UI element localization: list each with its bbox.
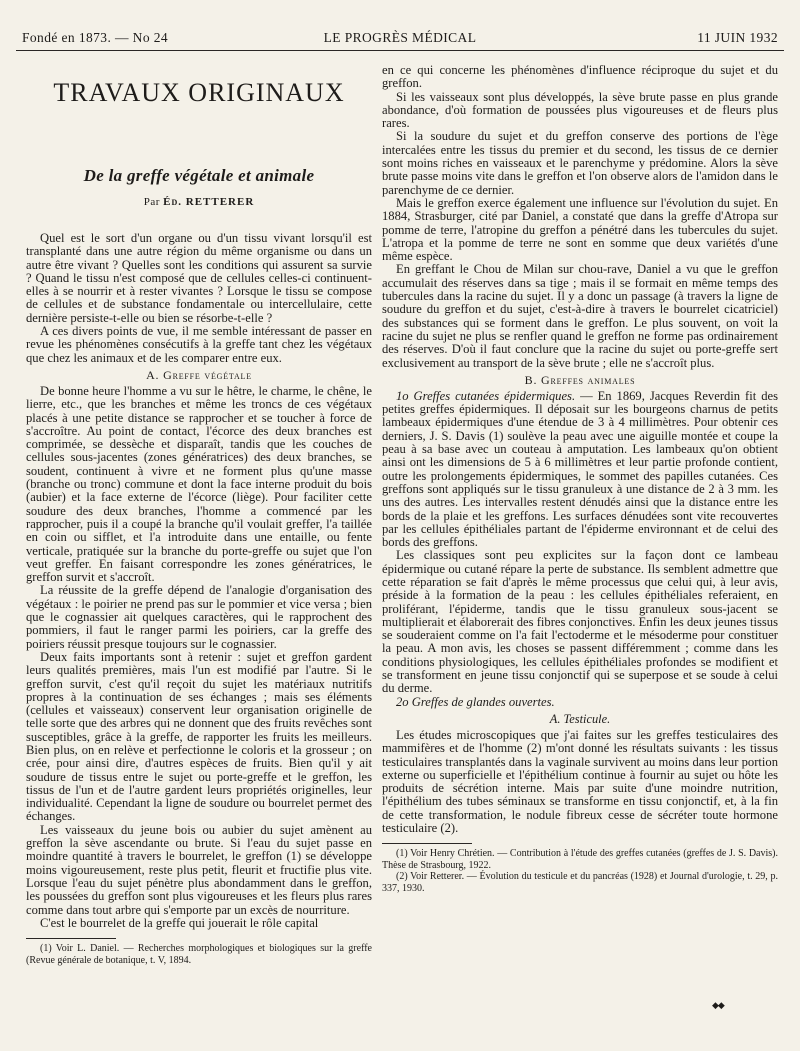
paragraph-lead: 1o Greffes cutanées épidermiques. bbox=[396, 388, 576, 403]
paragraph: Quel est le sort d'un organe ou d'un tissu vivant lorsqu'il est transplanté dans une autre région du même organisme ou dans un autre être vivant ? Quelles sont les conditions qui assurent sa survie ? Quand le tissu n'est composé que de cellules celles-ci continuent-elles à se nourrir et à rester vivantes ? Lorsque le tissu se compose de cellules et de substance fondamentale ou intercellulaire, cette dernière persiste-t-elle ou bien se résorbe-t-elle ? bbox=[26, 231, 372, 325]
glands-heading: 2o Greffes de glandes ouvertes. bbox=[396, 694, 555, 709]
paragraph: en ce qui concerne les phénomènes d'influence réciproque du sujet et du greffon. bbox=[382, 63, 778, 91]
footnote-rule bbox=[382, 843, 472, 844]
paragraph: Les études microscopiques que j'ai faites sur les greffes testiculaires des mammifères et de l'homme (2) m'ont donné les résultats suivants : les tissus testiculaires transplantés dans la vaginale survivent au moins dans leur portion externe ou superficielle et l'épithélium continue à fournir au sujet ou hôte les produits de sécrétion interne. Mais par suite d'une moindre nutrition, l'épithélium des tubes séminaux se transforme en tissu conjonctif, et, à la fin de cette transformation, le nodule fibreux cesse de sécréter toute hormone testiculaire (2). bbox=[382, 727, 778, 836]
subheading-testicule: A. Testicule. bbox=[549, 711, 611, 726]
subheading-glandes bbox=[382, 696, 778, 709]
paragraph: C'est le bourrelet de la greffe qui jouerait le rôle capital bbox=[40, 915, 319, 930]
paragraph: Si la soudure du sujet et du greffon conserve des portions de l'ège intercalées entre les tissus du premier et du second, les tissus de ce dernier sont moins riches en vaisseaux et le parenchyme y prédomine. Alors la sève brute passe moins vite dans le greffon et l'on observe alors de l'amidon dans le parenchyme de ce dernier. bbox=[382, 129, 778, 197]
paragraph: Deux faits importants sont à retenir : sujet et greffon gardent leurs qualités premières, mais l'un est modifié par l'autre. Si le greffon survit, c'est qu'il reçoit du sujet les matériaux nutritifs propres à la continuation de ses échanges ; mais ses éléments (cellules et vaisseaux) conservent leur organisation originelle de telle sorte que des arbres qui ne donnent que des fruits revêches sont susceptibles, grâce à la greffe, de rapporter les fruits les meilleurs. Bien plus, on en relève et perfectionne le coloris et la grosseur ; on crée, pour ainsi dire, d'autres espèces de fruits. Bien qu'il y ait soudure de tissus entre le sujet ou porte-greffe et le greffon, les tissus de l'un et de l'autre gardent leurs propriétés originelles, leur individualité. Cependant la ligne de soudure ou bourrelet permet des échanges. bbox=[26, 649, 372, 824]
footnote-rule bbox=[26, 938, 116, 939]
header-rule bbox=[16, 50, 784, 51]
subheading-greffe-vegetale: A. Greffe végétale bbox=[146, 367, 252, 382]
header-founded: Fondé en 1873. — No 24 bbox=[22, 30, 169, 45]
issue-date: 11 JUIN 1932 bbox=[697, 30, 778, 45]
author-prefix: Par bbox=[143, 196, 160, 208]
footnote: (2) Voir Retterer. — Évolution du testicule et du pancréas (1928) et Journal d'urologie, t. 29, p. 337, 1930. bbox=[382, 871, 778, 894]
paragraph: A ces divers points de vue, il me semble intéressant de passer en revue les phénomènes consécutifs à la greffe tant chez les végétaux que chez les animaux et de les comparer entre eux. bbox=[26, 324, 372, 365]
left-column bbox=[26, 60, 372, 966]
journal-name: LE PROGRÈS MÉDICAL bbox=[323, 30, 477, 45]
paragraph: Les vaisseaux du jeune bois ou aubier du sujet amènent au greffon la sève ascendante ou brute. Si l'eau du sujet passe en moindre quantité à travers le bourrelet, le greffon (1) se développe moins vigoureusement, reste plus petit, fleurit et fructifie plus vite. Lorsque l'eau du sujet pénètre plus abondamment dans le greffon, les poussées du greffon sont plus vigoureuses et les fleurs plus rares comme dans tout arbre qui s'emporte par un excès de nourriture. bbox=[26, 822, 372, 917]
paragraph: Les classiques sont peu explicites sur la façon dont ce lambeau épidermique ou cutané répare la perte de substance. Ils semblent admettre que cette réparation se fait d'après le même processus que celui qui, à leur avis, préside à la formation de la peau : les cellules épithéliales referaient, en proliférant, l'épiderme, tandis que le tissu granuleux sous-jacent se multiplierait et élaborerait des fibres conjonctives. Enfin les deux jeunes tissus se souderaient comme on l'a fait l'ectoderme et le mésoderme pour constituer la peau. A mon avis, les choses se passent différemment ; comme dans les conditions physiologiques, les cellules épithéliales profondes se modifient et se transforment en jeune tissu conjonctif qui se superpose et se soude à celui du derme. bbox=[382, 548, 778, 696]
paragraph: Si les vaisseaux sont plus développés, la sève brute passe en plus grande abondance, d'où formation de poussées plus vigoureuses et de fleurs plus rares. bbox=[382, 89, 778, 131]
running-header bbox=[22, 30, 778, 50]
footnote: (1) Voir L. Daniel. — Recherches morphologiques et biologiques sur la greffe (Revue générale de botanique, t. V, 1894. bbox=[26, 943, 372, 966]
article-title: De la greffe végétale et animale bbox=[83, 166, 315, 185]
byline bbox=[26, 196, 372, 208]
paragraph-text: — En 1869, Jacques Reverdin fit des petites greffes épidermiques. Il déposait sur les bourgeons charnus de petits lambeaux épidermiques d'une étendue de 3 à 4 millimètres. Pour obtenir ces derniers, J. S. Davis (1) soulève la peau avec une aiguille montée et coupe la peau à sa base avec un couteau à amputation. Les lambeaux qu'on obtient ainsi ont les dimensions de 5 à 6 millimètres et leur partie profonde contient, outre les prolongements épidermiques, le sommet des papilles cutanées. Ces greffons sont appliqués sur le tissu granuleux à une distance de 2 à 3 mm. les uns des autres. Les intervalles restent dénudés ainsi que la distance entre les bords de la plaie et les greffons. Les surfaces dénudées sont vite recouvertes par les cellules épithéliales partant de l'épiderme environnant et de celui des bords des greffons. bbox=[382, 388, 778, 550]
paragraph: La réussite de la greffe dépend de l'analogie d'organisation des végétaux : le poirier ne prend pas sur le pommier et vice versa ; bien que le cognassier ait quelques caractères, qui le rapprochent des pommiers, il faut le ranger parmi les poiriers, car la greffe des poiriers réussit presque toujours sur le cognassier. bbox=[26, 583, 372, 651]
paragraph: De bonne heure l'homme a vu sur le hêtre, le charme, le chêne, le lierre, etc., que les branches et même les troncs de ces végétaux placés à une petite distance se rapprocher et se toucher à force de s'accroître. Au point de contact, l'écorce des deux branches est comprimée, se dessèche et disparaît, tandis que les couches de cellules sous-jacentes (zones génératrices) des deux branches, se soudent, continuent à vivre et ne forment plus qu'une masse (branche ou tronc) commune et dont la face interne produit du bois (aubier) et la face externe de l'écorce (liège). Pour faciliter cette soudure des deux branches, l'homme a commencé par les rapprocher, puis il a coupé la branche qu'il voulait greffer, l'a taillée en coin ou sifflet, et l'a introduite dans une entaille, ou fente verticale, pratiquée sur la branche du porte-greffe ou sujet que l'on veut greffer. En faisant correspondre les zones génératrices, le greffon survit et s'accroît. bbox=[26, 383, 372, 585]
section-title: TRAVAUX ORIGINAUX bbox=[53, 78, 345, 107]
author-name: Éd. RETTERER bbox=[163, 196, 255, 208]
paragraph bbox=[382, 390, 778, 550]
end-ornament: ◆◆ bbox=[712, 1000, 724, 1010]
paragraph: En greffant le Chou de Milan sur chou-rave, Daniel a vu que le greffon accumulait des réserves dans sa tige ; mais il se formait en même temps des tubercules dans la racine du sujet. Il y a donc un passage (à travers la ligne de soudure du greffon et du sujet, c'est-à-dire à travers le bourrelet cicatriciel) des substances qui se forment dans le greffon. Le plus souvent, on voit la racine du sujet ne plus se renfler quand le greffon ne forme pas ordinairement des réserves. D'où il faut conclure que la racine du sujet ou porte-greffe sert exclusivement au transport de la sève brute ; elle ne s'accroît plus. bbox=[382, 262, 778, 370]
footnote: (1) Voir Henry Chrétien. — Contribution à l'étude des greffes cutanées (greffes de J. S. Davis). Thèse de Strasbourg, 1922. bbox=[382, 848, 778, 871]
right-column bbox=[382, 64, 778, 894]
paragraph: Mais le greffon exerce également une influence sur l'évolution du sujet. En 1884, Strasburger, cité par Daniel, a constaté que dans la greffe d'Atropa sur pomme de terre, l'atropine du greffon a pénétré dans les tubercules du sujet. L'atropa et la pomme de terre ne sont en somme que deux variétés d'une même espèce. bbox=[382, 195, 778, 264]
subheading-greffes-animales: B. Greffes animales bbox=[524, 372, 636, 387]
